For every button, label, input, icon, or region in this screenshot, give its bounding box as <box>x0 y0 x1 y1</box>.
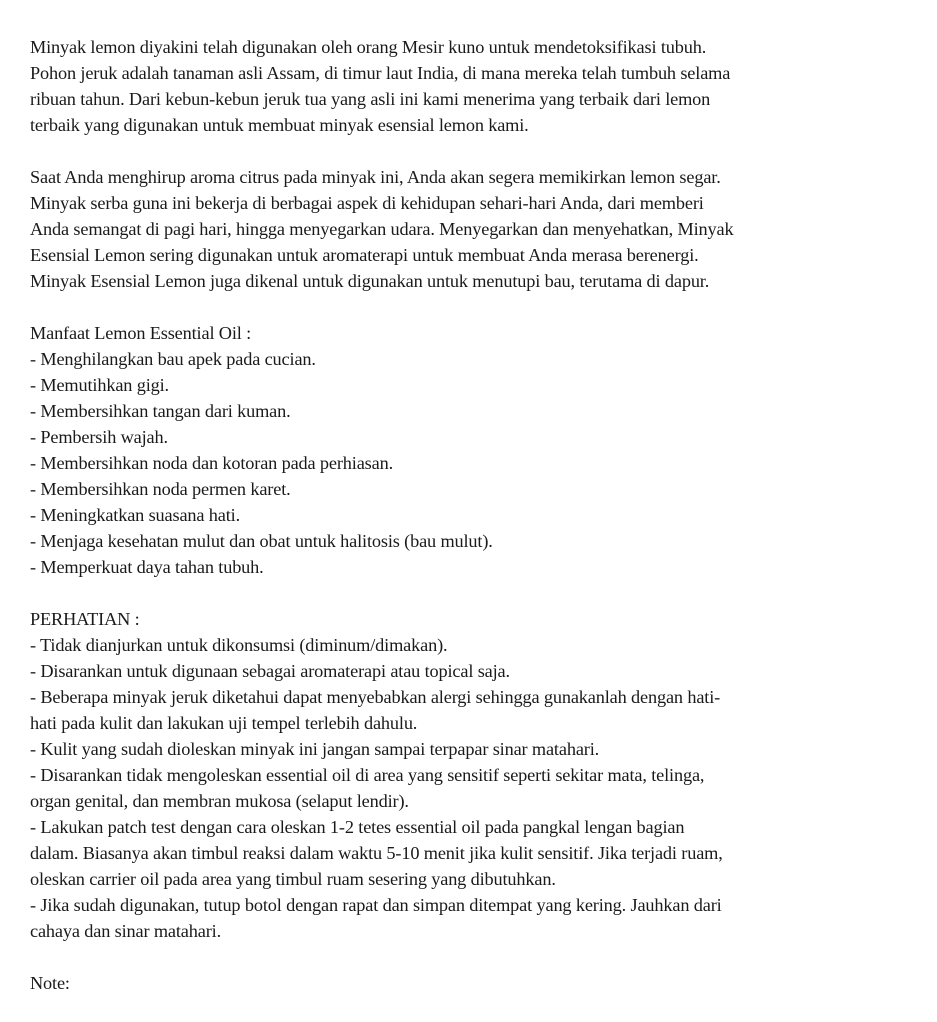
list-item <box>30 814 920 892</box>
text-line: Minyak serba guna ini bekerja di berbagai aspek di kehidupan sehari-hari Anda, dari memberi <box>30 193 704 213</box>
text-line: Pohon jeruk adalah tanaman asli Assam, di timur laut India, di mana mereka telah tumbuh selama <box>30 63 731 83</box>
text-line: Minyak lemon diyakini telah digunakan oleh orang Mesir kuno untuk mendetoksifikasi tubuh. <box>30 37 707 57</box>
text-line: hati pada kulit dan lakukan uji tempel terlebih dahulu. <box>30 713 418 733</box>
list-item: - Menghilangkan bau apek pada cucian. <box>30 349 316 369</box>
text-line: Saat Anda menghirup aroma citrus pada minyak ini, Anda akan segera memikirkan lemon segar. <box>30 167 721 187</box>
text-line: - Tidak dianjurkan untuk dikonsumsi (diminum/dimakan). <box>30 635 448 655</box>
text-line: Minyak Esensial Lemon juga dikenal untuk digunakan untuk menutupi bau, terutama di dapur. <box>30 271 710 291</box>
list-item <box>30 632 920 658</box>
text-line: ribuan tahun. Dari kebun-kebun jeruk tua yang asli ini kami menerima yang terbaik dari lemon <box>30 89 711 109</box>
intro-paragraph-1 <box>30 34 920 138</box>
text-line: terbaik yang digunakan untuk membuat minyak esensial lemon kami. <box>30 115 529 135</box>
list-item: - Membersihkan noda permen karet. <box>30 479 291 499</box>
text-line: cahaya dan sinar matahari. <box>30 921 221 941</box>
list-item <box>30 684 920 736</box>
benefits-section <box>30 320 920 580</box>
list-item: - Pembersih wajah. <box>30 427 168 447</box>
benefits-list <box>30 346 920 580</box>
list-item: - Memutihkan gigi. <box>30 375 169 395</box>
text-line: - Kulit yang sudah dioleskan minyak ini jangan sampai terpapar sinar matahari. <box>30 739 600 759</box>
text-line: Esensial Lemon sering digunakan untuk aromaterapi untuk membuat Anda merasa berenergi. <box>30 245 699 265</box>
list-item: - Membersihkan tangan dari kuman. <box>30 401 291 421</box>
intro-paragraph-2 <box>30 164 920 294</box>
warning-heading: PERHATIAN : <box>30 609 140 629</box>
text-line: organ genital, dan membran mukosa (selaput lendir). <box>30 791 409 811</box>
text-line: - Disarankan untuk digunaan sebagai aromaterapi atau topical saja. <box>30 661 510 681</box>
text-line: - Jika sudah digunakan, tutup botol dengan rapat dan simpan ditempat yang kering. Jauhkan dari <box>30 895 722 915</box>
text-line: oleskan carrier oil pada area yang timbul ruam sesering yang dibutuhkan. <box>30 869 556 889</box>
note-heading: Note: <box>30 973 70 993</box>
list-item <box>30 892 920 944</box>
text-line: - Beberapa minyak jeruk diketahui dapat menyebabkan alergi sehingga gunakanlah dengan hati- <box>30 687 721 707</box>
product-description <box>30 34 920 1022</box>
text-line: Anda semangat di pagi hari, hingga menyegarkan udara. Menyegarkan dan menyehatkan, Minyak <box>30 219 734 239</box>
text-line: - Lakukan patch test dengan cara oleskan 1-2 tetes essential oil pada pangkal lengan bagian <box>30 817 685 837</box>
warning-section <box>30 606 920 944</box>
list-item: - Menjaga kesehatan mulut dan obat untuk halitosis (bau mulut). <box>30 531 493 551</box>
list-item: - Meningkatkan suasana hati. <box>30 505 241 525</box>
list-item <box>30 736 920 762</box>
benefits-heading: Manfaat Lemon Essential Oil : <box>30 323 252 343</box>
text-line: - Disarankan tidak mengoleskan essential oil di area yang sensitif seperti sekitar mata, telinga, <box>30 765 705 785</box>
list-item <box>30 658 920 684</box>
text-line: dalam. Biasanya akan timbul reaksi dalam waktu 5-10 menit jika kulit sensitif. Jika terjadi ruam, <box>30 843 723 863</box>
list-item <box>30 762 920 814</box>
note-section <box>30 970 920 996</box>
warning-list <box>30 632 920 944</box>
list-item: - Membersihkan noda dan kotoran pada perhiasan. <box>30 453 394 473</box>
list-item: - Memperkuat daya tahan tubuh. <box>30 557 264 577</box>
